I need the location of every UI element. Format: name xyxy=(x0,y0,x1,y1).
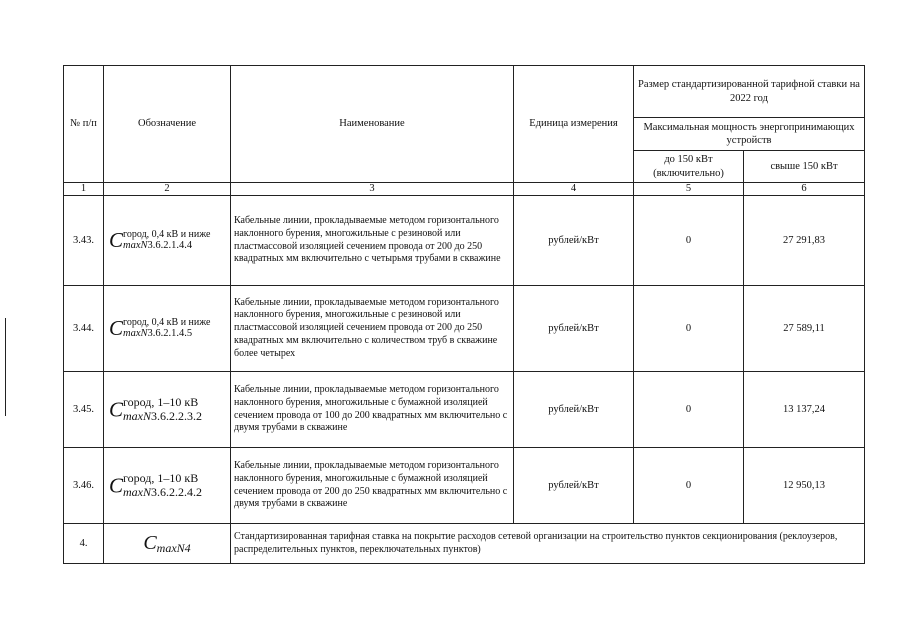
row-unit: рублей/кВт xyxy=(514,196,634,286)
row-description: Кабельные линии, прокладываемые методом горизонтального наклонного бурения, многожильные с бумажной изоляцией сечением провода от 100 до 200 квадратных мм включительно с двумя трубами в скважине xyxy=(231,372,514,448)
row-description: Стандартизированная тарифная ставка на покрытие расходов сетевой организации на строительство пунктов секционирования (реклоузеров, распределительных пунктов, переключательных пунктов) xyxy=(231,524,865,564)
table-row xyxy=(64,372,865,448)
row-symbol: C город, 0,4 кВ и ниже maxN3.6.2.1.4.5 xyxy=(104,286,231,372)
header-over-150: свыше 150 кВт xyxy=(744,151,865,183)
row-over-150: 12 950,13 xyxy=(744,448,865,524)
header-designation: Обозначение xyxy=(104,66,231,183)
row-symbol: C город, 1–10 кВ maxN3.6.2.2.4.2 xyxy=(104,448,231,524)
tariff-table xyxy=(63,65,865,564)
table-row xyxy=(64,196,865,286)
column-number: 4 xyxy=(514,183,634,196)
row-over-150: 27 589,11 xyxy=(744,286,865,372)
header-num: № п/п xyxy=(64,66,104,183)
row-up-to-150: 0 xyxy=(634,372,744,448)
row-up-to-150: 0 xyxy=(634,448,744,524)
column-number: 2 xyxy=(104,183,231,196)
row-over-150: 13 137,24 xyxy=(744,372,865,448)
column-number: 3 xyxy=(231,183,514,196)
row-symbol: $C_{maxN4}$ xyxy=(104,524,231,564)
row-unit: рублей/кВт xyxy=(514,372,634,448)
header-unit: Единица измерения xyxy=(514,66,634,183)
column-number: 6 xyxy=(744,183,865,196)
row-over-150: 27 291,83 xyxy=(744,196,865,286)
header-name: Наименование xyxy=(231,66,514,183)
row-up-to-150: 0 xyxy=(634,286,744,372)
row-unit: рублей/кВт xyxy=(514,286,634,372)
row-symbol: C город, 1–10 кВ maxN3.6.2.2.3.2 xyxy=(104,372,231,448)
row-num: 3.43. xyxy=(64,196,104,286)
row-num: 4. xyxy=(64,524,104,564)
margin-line xyxy=(5,318,6,416)
table-row xyxy=(64,286,865,372)
row-description: Кабельные линии, прокладываемые методом горизонтального наклонного бурения, многожильные с резиновой или пластмассовой изоляцией сечением провода от 200 до 250 квадратных мм включительно с четырьмя трубами в скважине xyxy=(231,196,514,286)
row-num: 3.45. xyxy=(64,372,104,448)
header-rate-group: Размер стандартизированной тарифной ставки на 2022 год xyxy=(634,66,865,118)
column-number: 1 xyxy=(64,183,104,196)
row-description: Кабельные линии, прокладываемые методом горизонтального наклонного бурения, многожильные с бумажной изоляцией сечением провода от 200 до 250 квадратных мм включительно с двумя трубами в скважине xyxy=(231,448,514,524)
column-number: 5 xyxy=(634,183,744,196)
row-symbol: C город, 0,4 кВ и ниже maxN3.6.2.1.4.4 xyxy=(104,196,231,286)
row-description: Кабельные линии, прокладываемые методом горизонтального наклонного бурения, многожильные с резиновой или пластмассовой изоляцией сечением провода от 200 до 250 квадратных мм включительно с количеством труб в скважине более четырех xyxy=(231,286,514,372)
header-up-to-150: до 150 кВт (включительно) xyxy=(634,151,744,183)
row-up-to-150: 0 xyxy=(634,196,744,286)
table-row xyxy=(64,524,865,564)
header-power-group: Максимальная мощность энергопринимающих устройств xyxy=(634,118,865,151)
table-row xyxy=(64,448,865,524)
row-unit: рублей/кВт xyxy=(514,448,634,524)
row-num: 3.44. xyxy=(64,286,104,372)
row-num: 3.46. xyxy=(64,448,104,524)
